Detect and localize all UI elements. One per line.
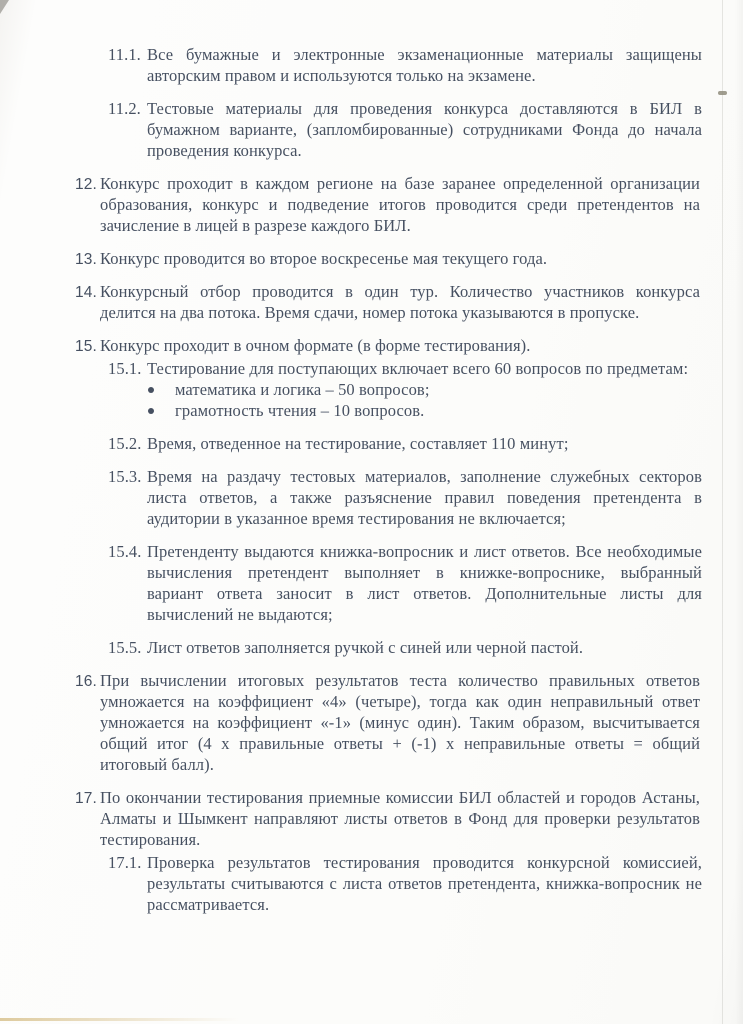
list-item-number: 17.1.	[108, 853, 142, 872]
scan-bottom-edge	[0, 1018, 240, 1021]
list-item-text: Конкурс проводится во второе воскресенье мая текущего года.	[100, 249, 548, 268]
bullet-item	[147, 379, 702, 400]
list-item	[0, 44, 743, 86]
list-item	[0, 433, 743, 454]
list-item	[0, 335, 743, 356]
list-item-number: 13.	[75, 250, 97, 268]
list-item-number: 14.	[75, 283, 97, 301]
list-item	[0, 173, 743, 236]
list-item-text: Лист ответов заполняется ручкой с синей или черной пастой.	[147, 638, 584, 657]
list-item-text: Претенденту выдаются книжка-вопросник и лист ответов. Все необходимые вычисления претендент выполняет в книжке-вопроснике, выбранный вариант ответа заносит в лист ответов. Дополнительные листы для вычислений не выдаются;	[147, 542, 702, 624]
list-item-number: 15.3.	[108, 467, 142, 486]
list-item-text: Все бумажные и электронные экзаменационные материалы защищены авторским правом и используются только на экзамене.	[147, 45, 702, 85]
list-item	[0, 787, 743, 850]
list-item-text: Конкурс проходит в очном формате (в форме тестирования).	[100, 336, 531, 355]
bullet-text: грамотность чтения – 10 вопросов.	[175, 401, 425, 420]
list-item-number: 17.	[75, 789, 97, 807]
list-item-number: 11.1.	[108, 45, 141, 64]
list-item-text: При вычислении итоговых результатов теста количество правильных ответов умножается на коэффициент «4» (четыре), тогда как один неправильный ответ умножается на коэффициент «-1» (минус один). Таким образом, высчитывается общий итог (4 х правильные ответы + (-1) х неправильные ответы = общий итоговый балл).	[100, 671, 700, 774]
bullet-text: математика и логика – 50 вопросов;	[175, 380, 430, 399]
list-item-text: Тестовые материалы для проведения конкурса доставляются в БИЛ в бумажном варианте, (запломбированные) сотрудниками Фонда до начала проведения конкурса.	[147, 99, 702, 160]
list-item	[0, 852, 743, 915]
list-item	[0, 670, 743, 775]
list-item	[0, 281, 743, 323]
document-list	[0, 44, 743, 927]
scan-corner-shadow	[0, 0, 9, 14]
list-item-text: Время, отведенное на тестирование, составляет 110 минут;	[147, 434, 569, 453]
list-item-text: Тестирование для поступающих включает всего 60 вопросов по предметам:	[147, 359, 689, 378]
list-item-number: 12.	[75, 175, 97, 193]
list-item-text: Конкурсный отбор проводится в один тур. Количество участников конкурса делится на два потока. Время сдачи, номер потока указываются в пропуске.	[100, 282, 700, 322]
list-item	[0, 98, 743, 161]
bullet-dot-icon	[148, 408, 154, 414]
list-item	[0, 541, 743, 625]
list-item-text: Время на раздачу тестовых материалов, заполнение служебных секторов листа ответов, а также разъяснение правил поведения претендента в аудитории в указанное время тестирования не включается;	[147, 467, 702, 528]
list-item-number: 15.1.	[108, 359, 142, 378]
list-item-number: 15.2.	[108, 434, 142, 453]
list-item-number: 11.2.	[108, 99, 141, 118]
list-item	[0, 358, 743, 421]
list-item	[0, 248, 743, 269]
list-item-number: 15.4.	[108, 542, 142, 561]
list-item-number: 16.	[75, 672, 97, 690]
list-item	[0, 466, 743, 529]
list-item-text: По окончании тестирования приемные комиссии БИЛ областей и городов Астаны, Алматы и Шымкент направляют листы ответов в Фонд для проверки результатов тестирования.	[100, 788, 700, 849]
list-item-text: Проверка результатов тестирования проводится конкурсной комиссией, результаты считываются с листа ответов претендента, книжка-вопросник не рассматривается.	[147, 853, 702, 914]
list-item-text: Конкурс проходит в каждом регионе на базе заранее определенной организации образования, конкурс и подведение итогов проводится среди претендентов на зачисление в лицей в разрезе каждого БИЛ.	[100, 174, 700, 235]
bullet-item	[147, 400, 702, 421]
list-item	[0, 637, 743, 658]
bullet-list	[147, 379, 702, 421]
list-item-number: 15.5.	[108, 638, 142, 657]
bullet-dot-icon	[148, 387, 154, 393]
list-item-number: 15.	[75, 337, 97, 355]
